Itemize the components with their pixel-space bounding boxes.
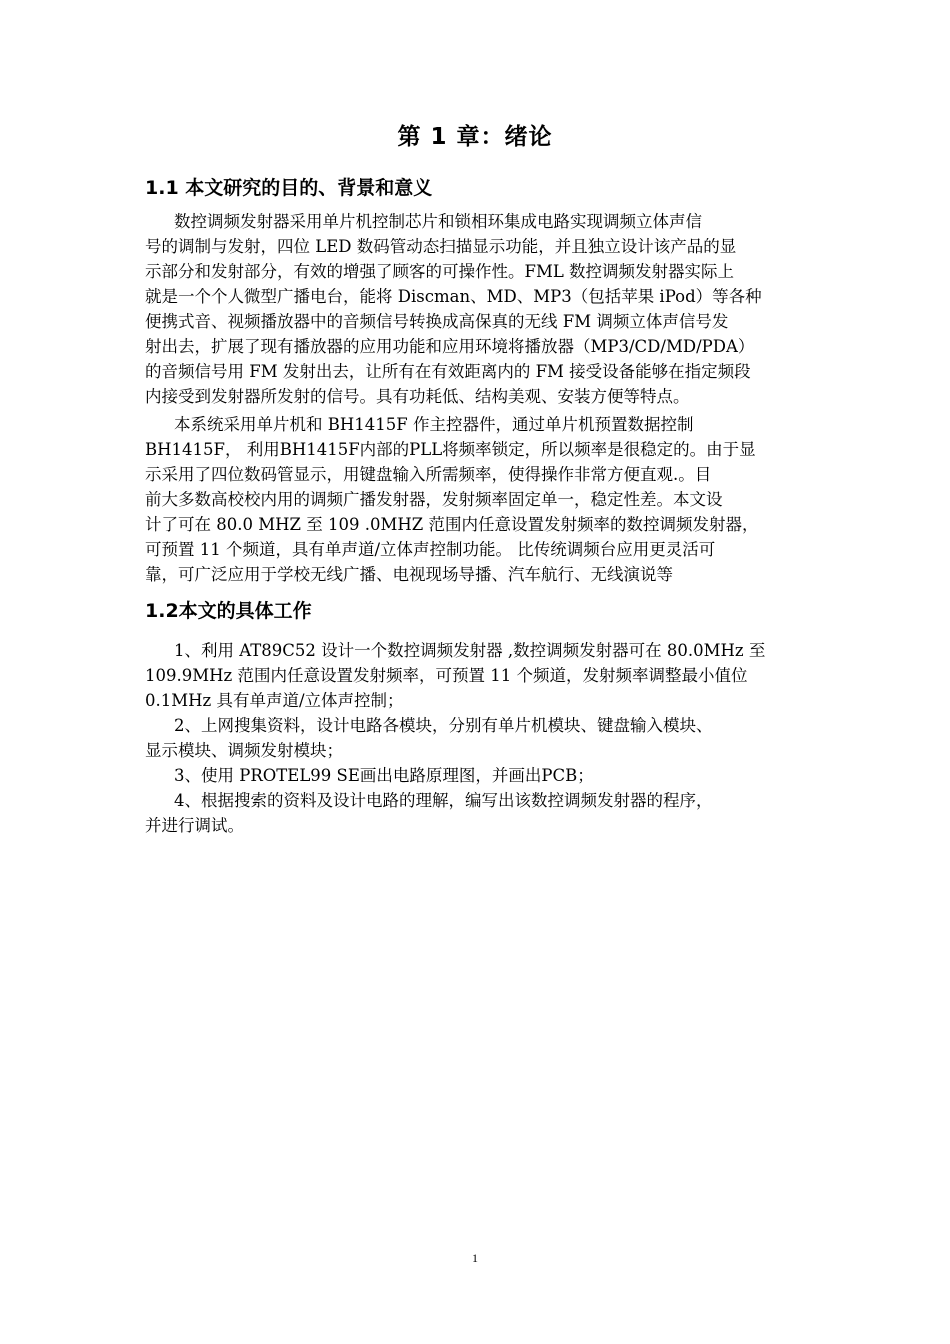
paragraph-line: 内接受到发射器所发射的信号。具有功耗低、结构美观、安装方便等特点。: [145, 387, 690, 406]
list-item-line: 3、使用 PROTEL99 SE画出电路原理图，并画出PCB；: [174, 766, 594, 785]
paragraph-line: 计了可在 80.0 MHZ 至 109 .0MHZ 范围内任意设置发射频率的数控调频发射器，: [145, 515, 759, 534]
list-item-line: 0.1MHz 具有单声道/立体声控制；: [145, 691, 404, 710]
paragraph-line: 便携式音、视频播放器中的音频信号转换成高保真的无线 FM 调频立体声信号发: [145, 312, 729, 331]
work-items-list: [145, 638, 835, 838]
paragraph-system-overview: [145, 412, 835, 587]
paragraph-line: 射出去，扩展了现有播放器的应用功能和应用环境将播放器（MP3/CD/MD/PDA）: [145, 337, 755, 356]
paragraph-line: 本系统采用单片机和 BH1415F 作主控器件，通过单片机预置数据控制: [174, 415, 694, 434]
section-heading-1-1: 1.1 本文研究的目的、背景和意义: [145, 177, 433, 199]
list-item-line: 显示模块、调频发射模块；: [145, 741, 343, 760]
paragraph-line: 可预置 11 个频道，具有单声道/立体声控制功能。 比传统调频台应用更灵活可: [145, 540, 716, 559]
paragraph-line: BH1415F， 利用BH1415F内部的PLL将频率锁定，所以频率是很稳定的。由于显: [145, 440, 756, 459]
list-item-line: 2、上网搜集资料，设计电路各模块，分别有单片机模块、键盘输入模块、: [174, 716, 713, 735]
list-item-line: 4、根据搜索的资料及设计电路的理解，编写出该数控调频发射器的程序，: [174, 791, 713, 810]
paragraph-line: 的音频信号用 FM 发射出去，让所有在有效距离内的 FM 接受设备能够在指定频段: [145, 362, 751, 381]
paragraph-line: 号的调制与发射，四位 LED 数码管动态扫描显示功能，并且独立设计该产品的显: [145, 237, 737, 256]
paragraph-purpose-background: [145, 209, 835, 409]
list-item-line: 109.9MHz 范围内任意设置发射频率，可预置 11 个频道，发射频率调整最小值位: [145, 666, 748, 685]
list-item-line: 1、利用 AT89C52 设计一个数控调频发射器 ,数控调频发射器可在 80.0MHz 至: [174, 641, 766, 660]
list-item-line: 并进行调试。: [145, 816, 244, 835]
page-number: 1: [472, 1251, 478, 1265]
paragraph-line: 示采用了四位数码管显示，用键盘输入所需频率，使得操作非常方便直观.。目: [145, 465, 712, 484]
section-heading-1-2: 1.2本文的具体工作: [145, 600, 312, 622]
paragraph-line: 示部分和发射部分，有效的增强了顾客的可操作性。FML 数控调频发射器实际上: [145, 262, 735, 281]
chapter-title: 第 1 章：绪论: [397, 124, 553, 150]
paragraph-line: 数控调频发射器采用单片机控制芯片和锁相环集成电路实现调频立体声信: [174, 212, 702, 231]
paragraph-line: 前大多数高校校内用的调频广播发射器，发射频率固定单一，稳定性差。本文设: [145, 490, 723, 509]
paragraph-line: 就是一个个人微型广播电台，能将 Discman、MD、MP3（包括苹果 iPod）等各种: [145, 287, 762, 306]
paragraph-line: 靠，可广泛应用于学校无线广播、电视现场导播、汽车航行、无线演说等: [145, 565, 673, 584]
